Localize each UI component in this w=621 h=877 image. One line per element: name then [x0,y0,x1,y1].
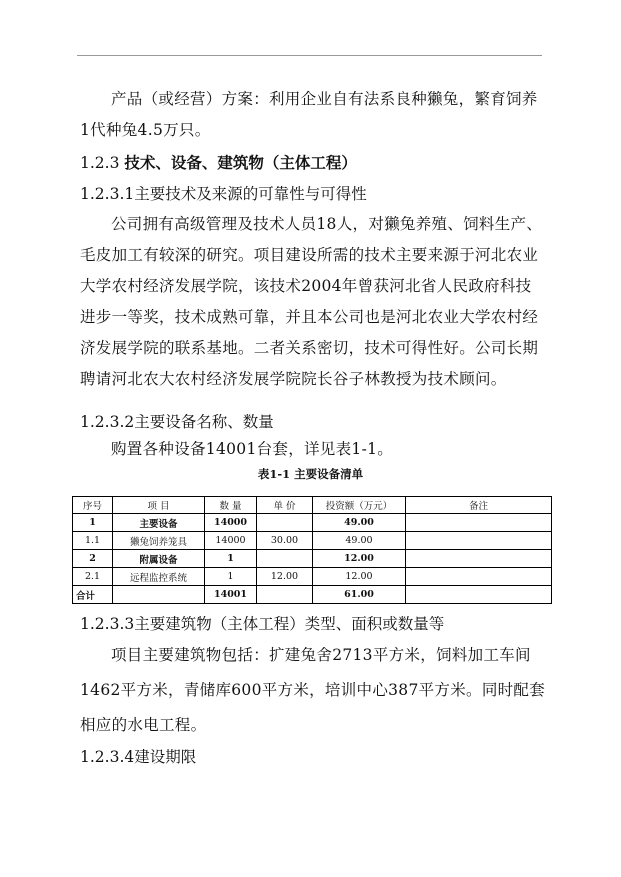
table-cell: 49.00 [313,514,406,532]
table-cell: 49.00 [313,532,406,550]
header-cell: 投资额（万元） [313,497,406,514]
table-cell: 61.00 [313,586,406,604]
section-title: 技术、设备、建筑物（主体工程） [124,153,357,172]
table-cell: 合计 [73,586,113,604]
table-total-row [73,586,552,604]
text-line: 1462平方米，青储库600平方米，培训中心387平方米。同时配套 [80,681,546,699]
table-cell: 1 [205,568,257,586]
table-row [73,568,552,586]
table-cell: 1.1 [73,532,113,550]
table-cell: 12.00 [257,568,313,586]
table-cell: 14000 [205,514,257,532]
product-plan-paragraph [80,84,542,146]
table-cell [406,550,552,568]
table-cell: 远程监控系统 [113,568,205,586]
section-heading-1-2-3-4: 1.2.3.4建设期限 [80,748,197,766]
table-cell: 主要设备 [113,514,205,532]
table-row [73,532,552,550]
text-line: 毛皮加工有较深的研究。项目建设所需的技术主要来源于河北农业 [80,246,539,264]
header-cell: 数 量 [205,497,257,514]
text-line: 大学农村经济发展学院，该技术2004年曾获河北省人民政府科技 [80,277,532,295]
table-cell [257,586,313,604]
text-line: 公司拥有高级管理及技术人员18人，对獭兔养殖、饲料生产、 [111,215,543,233]
equipment-paragraph [80,434,542,465]
header-rule [77,55,542,56]
table-header-row [73,497,552,514]
buildings-paragraph [80,640,546,741]
table-row [73,514,552,532]
table-caption: 表1-1 主要设备清单 [257,467,364,481]
table-cell: 1 [205,550,257,568]
table-cell [406,514,552,532]
table-cell [257,514,313,532]
section-heading-1-2-3-2: 1.2.3.2主要设备名称、数量 [80,413,274,431]
text-line: 产品（或经营）方案：利用企业自有法系良种獭兔，繁育饲养 [111,90,538,108]
header-cell: 序号 [73,497,113,514]
equipment-table [72,496,552,604]
text-line: 聘请河北农大农村经济发展学院院长谷子林教授为技术顾问。 [80,370,507,388]
table-cell [406,532,552,550]
table-cell: 14000 [205,532,257,550]
header-cell: 单 价 [257,497,313,514]
text-line: 1代种兔4.5万只。 [80,121,211,139]
table-cell: 30.00 [257,532,313,550]
table-cell: 2.1 [73,568,113,586]
table-cell [257,550,313,568]
table-cell [406,586,552,604]
table-cell: 14001 [205,586,257,604]
section-heading-1-2-3-1: 1.2.3.1主要技术及来源的可靠性与可得性 [80,185,367,203]
section-number: 1.2.3 [80,154,120,172]
section-heading-1-2-3 [80,151,357,173]
text-line: 相应的水电工程。 [80,716,207,734]
table-cell: 2 [73,550,113,568]
text-line: 购置各种设备14001台套，详见表1-1。 [111,440,394,458]
table-cell: 獭兔饲养笼具 [113,532,205,550]
header-cell: 备注 [406,497,552,514]
table-cell: 附属设备 [113,550,205,568]
technology-paragraph [80,209,542,395]
table-cell: 12.00 [313,568,406,586]
header-cell: 项 目 [113,497,205,514]
text-line: 济发展学院的联系基地。二者关系密切，技术可得性好。公司长期 [80,339,539,357]
table-cell: 1 [73,514,113,532]
table-cell [406,568,552,586]
table-cell: 12.00 [313,550,406,568]
text-line: 项目主要建筑物包括：扩建兔舍2713平方米，饲料加工车间 [111,646,531,664]
table-cell [113,586,205,604]
table-row [73,550,552,568]
section-heading-1-2-3-3: 1.2.3.3主要建筑物（主体工程）类型、面积或数量等 [80,615,445,633]
text-line: 进步一等奖，技术成熟可靠，并且本公司也是河北农业大学农村经 [80,308,539,326]
